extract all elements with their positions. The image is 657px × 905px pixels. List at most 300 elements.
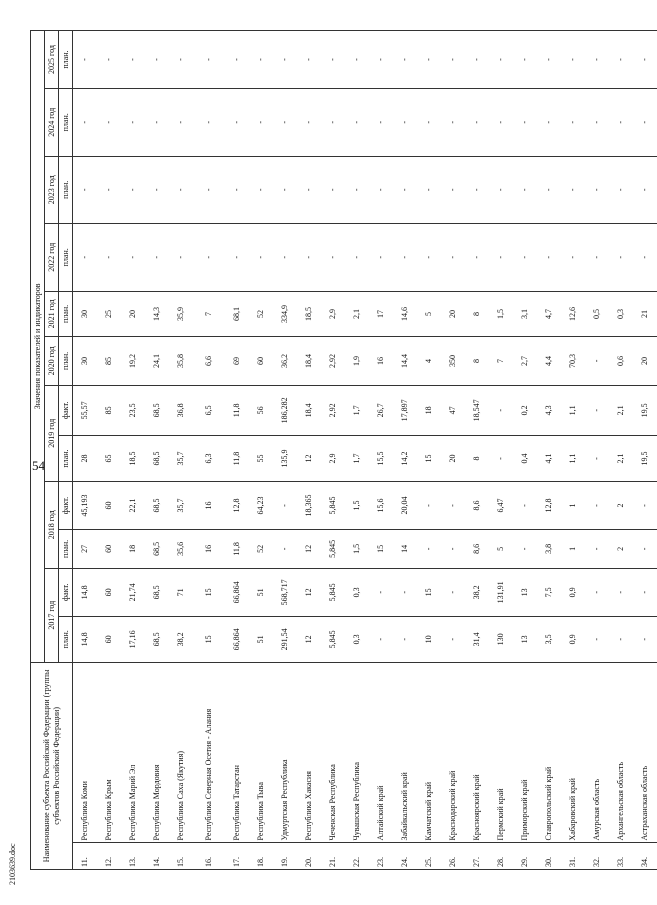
value-cell: 1,7 [345, 436, 369, 482]
value-cell: 35,9 [169, 291, 193, 337]
value-cell: - [97, 89, 121, 156]
value-cell: 45,193 [73, 481, 98, 529]
subject-name: Красноярский край [465, 662, 489, 843]
value-cell: 4 [417, 337, 441, 385]
row-number: 30. [537, 843, 561, 870]
value-cell: - [609, 568, 633, 616]
table-row [297, 31, 321, 870]
table-row [537, 31, 561, 870]
value-cell: - [609, 89, 633, 156]
value-cell: - [441, 568, 465, 616]
value-cell: - [345, 89, 369, 156]
value-cell: - [193, 89, 225, 156]
value-cell: - [321, 89, 345, 156]
value-cell: 25 [97, 291, 121, 337]
table-row [97, 31, 121, 870]
value-cell: - [441, 156, 465, 223]
row-number: 33. [609, 843, 633, 870]
value-cell: 7,5 [537, 568, 561, 616]
value-cell: - [585, 436, 609, 482]
value-cell: 47 [441, 385, 465, 436]
value-cell: - [441, 31, 465, 89]
value-cell: 15 [193, 616, 225, 662]
value-cell: 16 [193, 530, 225, 569]
header-fact: факт. [59, 385, 73, 436]
value-cell: - [489, 31, 513, 89]
value-cell: 6,47 [489, 481, 513, 529]
value-cell: 131,91 [489, 568, 513, 616]
subject-name: Республика Саха (Якутия) [169, 662, 193, 843]
rotated-table-container [30, 30, 650, 870]
value-cell: 5 [489, 530, 513, 569]
value-cell: - [145, 156, 169, 223]
value-cell: - [297, 224, 321, 291]
value-cell: - [513, 481, 537, 529]
value-cell: 4,3 [537, 385, 561, 436]
value-cell: 69 [225, 337, 249, 385]
value-cell: 38,2 [169, 616, 193, 662]
value-cell: 60 [97, 481, 121, 529]
value-cell: - [417, 224, 441, 291]
value-cell: 12,6 [561, 291, 585, 337]
value-cell: 14,2 [393, 436, 417, 482]
value-cell: 0,3 [345, 616, 369, 662]
value-cell: 4,1 [537, 436, 561, 482]
header-plan: план. [59, 89, 73, 156]
value-cell: 71 [169, 568, 193, 616]
header-year-2025: 2025 год [45, 31, 59, 89]
value-cell: 15,5 [369, 436, 393, 482]
value-cell: 1,1 [561, 385, 585, 436]
row-number: 20. [297, 843, 321, 870]
value-cell: 1,1 [561, 436, 585, 482]
value-cell: 11,8 [225, 530, 249, 569]
value-cell: - [145, 31, 169, 89]
value-cell: - [441, 89, 465, 156]
value-cell: 19,5 [633, 385, 657, 436]
value-cell: 0,9 [561, 616, 585, 662]
value-cell: 14,8 [73, 616, 98, 662]
subject-name: Чеченская Республика [321, 662, 345, 843]
value-cell: - [537, 89, 561, 156]
header-group: Значения показателей и индикаторов [31, 31, 45, 663]
value-cell: 52 [249, 530, 273, 569]
value-cell: - [369, 224, 393, 291]
value-cell: 15 [417, 436, 441, 482]
row-number: 22. [345, 843, 369, 870]
value-cell: 186,282 [273, 385, 297, 436]
value-cell: - [609, 616, 633, 662]
value-cell: - [169, 89, 193, 156]
value-cell: - [585, 31, 609, 89]
value-cell: - [297, 31, 321, 89]
value-cell: 8 [465, 291, 489, 337]
value-cell: - [513, 31, 537, 89]
value-cell: 3,5 [537, 616, 561, 662]
table-row [169, 31, 193, 870]
value-cell: - [225, 89, 249, 156]
value-cell: - [561, 224, 585, 291]
value-cell: 0,3 [609, 291, 633, 337]
subject-name: Хабаровский край [561, 662, 585, 843]
value-cell: - [513, 530, 537, 569]
subject-name: Алтайский край [369, 662, 393, 843]
value-cell: 11,8 [225, 385, 249, 436]
table-row [513, 31, 537, 870]
row-number: 24. [393, 843, 417, 870]
row-number: 19. [273, 843, 297, 870]
header-year-2024: 2024 год [45, 89, 59, 156]
value-cell: - [369, 568, 393, 616]
row-number: 31. [561, 843, 585, 870]
value-cell: 2,9 [321, 291, 345, 337]
value-cell: 6,5 [193, 385, 225, 436]
value-cell: 1,9 [345, 337, 369, 385]
value-cell: - [225, 31, 249, 89]
value-cell: - [585, 385, 609, 436]
value-cell: - [73, 156, 98, 223]
row-number: 25. [417, 843, 441, 870]
value-cell: - [489, 89, 513, 156]
value-cell: 18,5 [297, 291, 321, 337]
table-row [417, 31, 441, 870]
value-cell: 2,92 [321, 385, 345, 436]
value-cell: - [393, 568, 417, 616]
table-row [489, 31, 513, 870]
row-number: 18. [249, 843, 273, 870]
subject-name: Республика Тыва [249, 662, 273, 843]
value-cell: 12,8 [537, 481, 561, 529]
value-cell: - [489, 156, 513, 223]
value-cell: 1,5 [345, 530, 369, 569]
subject-name: Приморский край [513, 662, 537, 843]
value-cell: 18,4 [297, 337, 321, 385]
value-cell: 31,4 [465, 616, 489, 662]
value-cell: - [225, 156, 249, 223]
value-cell: 4,7 [537, 291, 561, 337]
value-cell: 55,57 [73, 385, 98, 436]
value-cell: - [169, 224, 193, 291]
value-cell: - [297, 156, 321, 223]
table-row [609, 31, 633, 870]
row-number: 16. [193, 843, 225, 870]
value-cell: 28 [73, 436, 98, 482]
header-plan: план. [59, 530, 73, 569]
value-cell: - [465, 31, 489, 89]
value-cell: 26,7 [369, 385, 393, 436]
value-cell: 12 [297, 616, 321, 662]
value-cell: - [193, 224, 225, 291]
value-cell: - [585, 481, 609, 529]
value-cell: 35,8 [169, 337, 193, 385]
row-number: 26. [441, 843, 465, 870]
value-cell: 85 [97, 337, 121, 385]
value-cell: 1,5 [345, 481, 369, 529]
value-cell: - [369, 156, 393, 223]
value-cell: 11,8 [225, 436, 249, 482]
value-cell: - [633, 31, 657, 89]
value-cell: 1 [561, 530, 585, 569]
value-cell: - [369, 616, 393, 662]
value-cell: - [393, 616, 417, 662]
value-cell: - [345, 156, 369, 223]
value-cell: 0,9 [561, 568, 585, 616]
value-cell: 16 [193, 481, 225, 529]
header-subject-name: Наименование субъекта Российской Федерации (группы субъектов Российской Федерации) [31, 662, 73, 869]
value-cell: 1,7 [345, 385, 369, 436]
value-cell: - [585, 337, 609, 385]
row-number: 17. [225, 843, 249, 870]
value-cell: - [121, 156, 145, 223]
value-cell: - [193, 156, 225, 223]
table-row [465, 31, 489, 870]
value-cell: 14,3 [145, 291, 169, 337]
subject-name: Камчатский край [417, 662, 441, 843]
value-cell: - [345, 31, 369, 89]
value-cell: 0,3 [345, 568, 369, 616]
value-cell: 12,8 [225, 481, 249, 529]
subject-name: Удмуртская Республика [273, 662, 297, 843]
value-cell: 52 [249, 291, 273, 337]
value-cell: - [249, 31, 273, 89]
subject-name: Республика Марий Эл [121, 662, 145, 843]
subject-name: Республика Коми [73, 662, 98, 843]
value-cell: - [441, 616, 465, 662]
value-cell: 13 [513, 616, 537, 662]
value-cell: 19,5 [633, 436, 657, 482]
value-cell: 19,2 [121, 337, 145, 385]
value-cell: - [369, 31, 393, 89]
value-cell: - [393, 224, 417, 291]
value-cell: - [633, 616, 657, 662]
value-cell: - [537, 224, 561, 291]
value-cell: 2,92 [321, 337, 345, 385]
value-cell: 60 [97, 568, 121, 616]
value-cell: - [585, 156, 609, 223]
value-cell: - [585, 89, 609, 156]
value-cell: - [537, 31, 561, 89]
value-cell: - [169, 31, 193, 89]
table-row [561, 31, 585, 870]
subject-name: Республика Хакасия [297, 662, 321, 843]
row-number: 15. [169, 843, 193, 870]
value-cell: - [273, 530, 297, 569]
value-cell: - [585, 530, 609, 569]
value-cell: - [489, 224, 513, 291]
value-cell: - [121, 31, 145, 89]
value-cell: 12 [297, 530, 321, 569]
subject-name: Архангельская область [609, 662, 633, 843]
value-cell: 568,717 [273, 568, 297, 616]
value-cell: 60 [249, 337, 273, 385]
value-cell: - [585, 616, 609, 662]
value-cell: 15,6 [369, 481, 393, 529]
value-cell: 1 [561, 481, 585, 529]
value-cell: - [393, 31, 417, 89]
value-cell: - [465, 89, 489, 156]
value-cell: - [465, 224, 489, 291]
value-cell: 0,4 [513, 436, 537, 482]
value-cell: - [321, 224, 345, 291]
value-cell: 13 [513, 568, 537, 616]
doc-id: 2103639.doc [8, 843, 17, 885]
value-cell: 30 [73, 337, 98, 385]
row-number: 32. [585, 843, 609, 870]
value-cell: 65 [97, 436, 121, 482]
subject-name: Астраханская область [633, 662, 657, 843]
row-number: 28. [489, 843, 513, 870]
subject-name: Ставропольский край [537, 662, 561, 843]
value-cell: 68,5 [145, 616, 169, 662]
value-cell: - [273, 156, 297, 223]
value-cell: 7 [489, 337, 513, 385]
value-cell: - [321, 31, 345, 89]
header-fact: факт. [59, 481, 73, 529]
subject-name: Пермский край [489, 662, 513, 843]
value-cell: 8 [465, 436, 489, 482]
value-cell: - [633, 156, 657, 223]
header-plan: план. [59, 291, 73, 337]
value-cell: 21,74 [121, 568, 145, 616]
value-cell: 15 [369, 530, 393, 569]
value-cell: - [273, 224, 297, 291]
value-cell: 14,4 [393, 337, 417, 385]
value-cell: - [249, 224, 273, 291]
value-cell: 10 [417, 616, 441, 662]
row-number: 12. [97, 843, 121, 870]
value-cell: 20 [441, 291, 465, 337]
value-cell: 68,1 [225, 291, 249, 337]
value-cell: 16 [369, 337, 393, 385]
value-cell: - [145, 224, 169, 291]
table-row [585, 31, 609, 870]
value-cell: - [513, 156, 537, 223]
value-cell: 334,9 [273, 291, 297, 337]
value-cell: - [633, 89, 657, 156]
value-cell: - [393, 156, 417, 223]
value-cell: - [249, 89, 273, 156]
value-cell: 23,5 [121, 385, 145, 436]
value-cell: - [585, 224, 609, 291]
value-cell: 12 [297, 568, 321, 616]
header-plan: план. [59, 616, 73, 662]
value-cell: 85 [97, 385, 121, 436]
table-row [193, 31, 225, 870]
value-cell: - [417, 31, 441, 89]
row-number: 11. [73, 843, 98, 870]
value-cell: - [169, 156, 193, 223]
indicators-table [30, 30, 657, 870]
subject-name: Амурская область [585, 662, 609, 843]
table-row [345, 31, 369, 870]
value-cell: 0,2 [513, 385, 537, 436]
value-cell: 2,1 [609, 436, 633, 482]
table-row [145, 31, 169, 870]
value-cell: - [537, 156, 561, 223]
value-cell: 66,864 [225, 568, 249, 616]
value-cell: 18,5 [121, 436, 145, 482]
table-row [393, 31, 417, 870]
subject-name: Республика Северная Осетия - Алания [193, 662, 225, 843]
row-number: 29. [513, 843, 537, 870]
value-cell: 64,23 [249, 481, 273, 529]
value-cell: 5,845 [321, 481, 345, 529]
value-cell: - [121, 224, 145, 291]
header-year-2022: 2022 год [45, 224, 59, 291]
value-cell: 51 [249, 568, 273, 616]
table-row [321, 31, 345, 870]
value-cell: - [441, 224, 465, 291]
value-cell: 0,5 [585, 291, 609, 337]
value-cell: - [633, 568, 657, 616]
value-cell: - [633, 530, 657, 569]
header-fact: факт. [59, 568, 73, 616]
value-cell: - [609, 224, 633, 291]
table-row [249, 31, 273, 870]
value-cell: 68,5 [145, 385, 169, 436]
value-cell: 8,6 [465, 481, 489, 529]
value-cell: - [561, 31, 585, 89]
subject-name: Республика Крым [97, 662, 121, 843]
table-row [273, 31, 297, 870]
value-cell: 15 [193, 568, 225, 616]
value-cell: 66,864 [225, 616, 249, 662]
value-cell: 135,9 [273, 436, 297, 482]
subject-name: Чувашская Республика [345, 662, 369, 843]
value-cell: - [145, 89, 169, 156]
value-cell: - [561, 156, 585, 223]
header-plan: план. [59, 436, 73, 482]
header-year-2020: 2020 год [45, 337, 59, 385]
value-cell: - [417, 89, 441, 156]
value-cell: 18 [121, 530, 145, 569]
value-cell: 2,1 [345, 291, 369, 337]
value-cell: 20 [633, 337, 657, 385]
value-cell: - [609, 31, 633, 89]
value-cell: 35,6 [169, 530, 193, 569]
value-cell: 56 [249, 385, 273, 436]
value-cell: - [417, 530, 441, 569]
value-cell: 35,7 [169, 436, 193, 482]
value-cell: 36,8 [169, 385, 193, 436]
value-cell: 350 [441, 337, 465, 385]
header-plan: план. [59, 337, 73, 385]
value-cell: 3,8 [537, 530, 561, 569]
value-cell: 24,1 [145, 337, 169, 385]
header-plan: план. [59, 31, 73, 89]
row-number: 14. [145, 843, 169, 870]
value-cell: - [633, 481, 657, 529]
subject-name: Республика Татарстан [225, 662, 249, 843]
header-plan: план. [59, 224, 73, 291]
value-cell: 2,1 [609, 385, 633, 436]
header-year-2021: 2021 год [45, 291, 59, 337]
value-cell: - [73, 224, 98, 291]
value-cell: 70,3 [561, 337, 585, 385]
value-cell: 30 [73, 291, 98, 337]
value-cell: 14 [393, 530, 417, 569]
value-cell: 8 [465, 337, 489, 385]
value-cell: - [489, 385, 513, 436]
subject-name: Республика Мордовия [145, 662, 169, 843]
value-cell: 60 [97, 530, 121, 569]
page-number: 54 [32, 458, 45, 473]
subject-name: Краснодарский край [441, 662, 465, 843]
value-cell: 51 [249, 616, 273, 662]
value-cell: - [273, 481, 297, 529]
row-number: 21. [321, 843, 345, 870]
subject-name: Забайкальский край [393, 662, 417, 843]
